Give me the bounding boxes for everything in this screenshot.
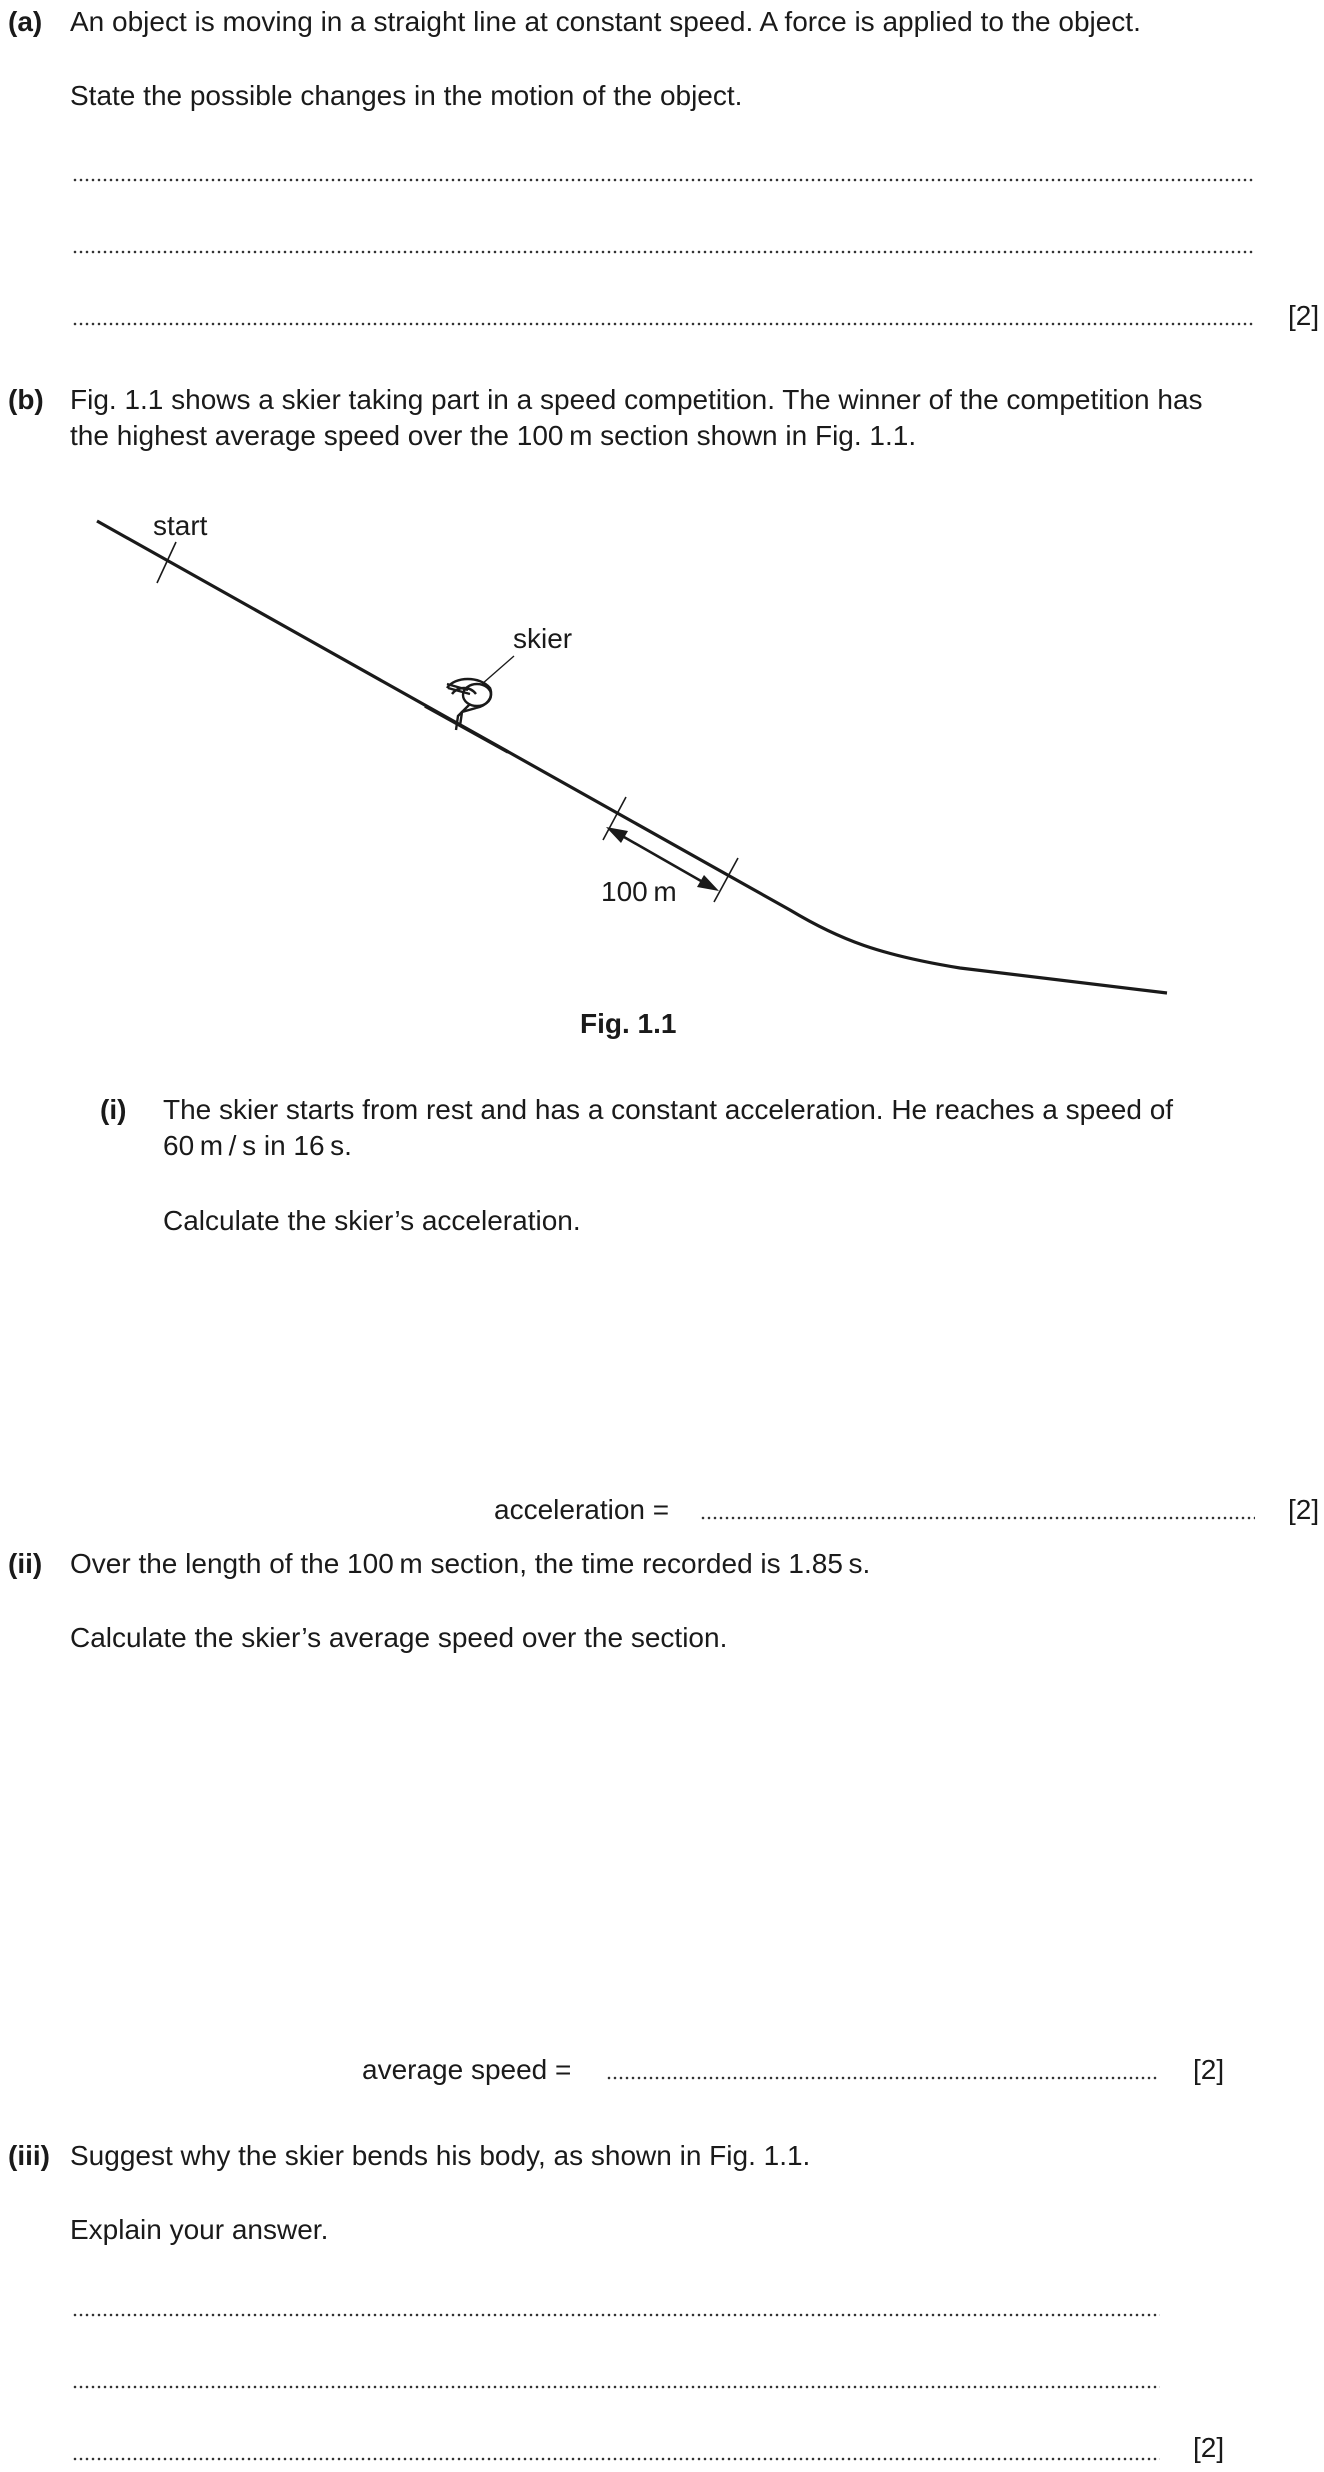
answer-line-a-3[interactable] — [72, 322, 1254, 326]
part-a-marks: [2] — [1288, 300, 1320, 331]
part-b-label: (b) — [8, 384, 44, 415]
part-a-label: (a) — [8, 6, 43, 37]
part-iii-label: (iii) — [8, 2140, 50, 2171]
skier-pointer-line — [482, 656, 514, 684]
part-ii-marks: [2] — [1193, 2054, 1225, 2085]
part-iii-instruction: Explain your answer. — [70, 2214, 329, 2245]
average-speed-answer-label: average speed = — [362, 2054, 572, 2085]
fig-1-1-diagram — [0, 480, 1324, 1050]
section-arrow-head-left — [606, 827, 628, 843]
part-i-text-line1: The skier starts from rest and has a constant acceleration. He reaches a speed of — [163, 1094, 1174, 1125]
part-i-label: (i) — [100, 1094, 127, 1125]
ski-slope-line — [97, 521, 1167, 993]
part-iii-question: Suggest why the skier bends his body, as shown in Fig. 1.1. — [70, 2140, 811, 2171]
part-b-text-line1: Fig. 1.1 shows a skier taking part in a speed competition. The winner of the competition has — [70, 384, 1203, 415]
figure-label-skier: skier — [513, 623, 573, 654]
answer-line-iii-3[interactable] — [72, 2457, 1160, 2461]
part-b-text-line2: the highest average speed over the 100 m section shown in Fig. 1.1. — [70, 420, 917, 451]
acceleration-answer-field[interactable] — [700, 1516, 1255, 1520]
part-ii-question: Over the length of the 100 m section, the time recorded is 1.85 s. — [70, 1548, 871, 1579]
skier-figure — [425, 679, 508, 752]
average-speed-answer-field[interactable] — [606, 2076, 1158, 2080]
part-i-instruction: Calculate the skier’s acceleration. — [163, 1205, 581, 1236]
figure-label-section: 100 m — [601, 876, 677, 907]
figure-caption: Fig. 1.1 — [580, 1008, 677, 1039]
answer-line-a-2[interactable] — [72, 250, 1254, 254]
acceleration-answer-label: acceleration = — [494, 1494, 670, 1525]
section-arrow-head-right — [697, 875, 719, 891]
part-ii-label: (ii) — [8, 1548, 43, 1579]
figure-label-start: start — [153, 510, 208, 541]
part-a-question: An object is moving in a straight line at constant speed. A force is applied to the object. — [70, 6, 1141, 37]
answer-line-iii-1[interactable] — [72, 2313, 1160, 2317]
part-i-text-line2: 60 m / s in 16 s. — [163, 1130, 352, 1161]
answer-line-iii-2[interactable] — [72, 2385, 1160, 2389]
part-iii-marks: [2] — [1193, 2432, 1225, 2463]
part-i-marks: [2] — [1288, 1494, 1320, 1525]
part-ii-instruction: Calculate the skier’s average speed over the section. — [70, 1622, 728, 1653]
answer-line-a-1[interactable] — [72, 178, 1254, 182]
part-a-instruction: State the possible changes in the motion of the object. — [70, 80, 743, 111]
